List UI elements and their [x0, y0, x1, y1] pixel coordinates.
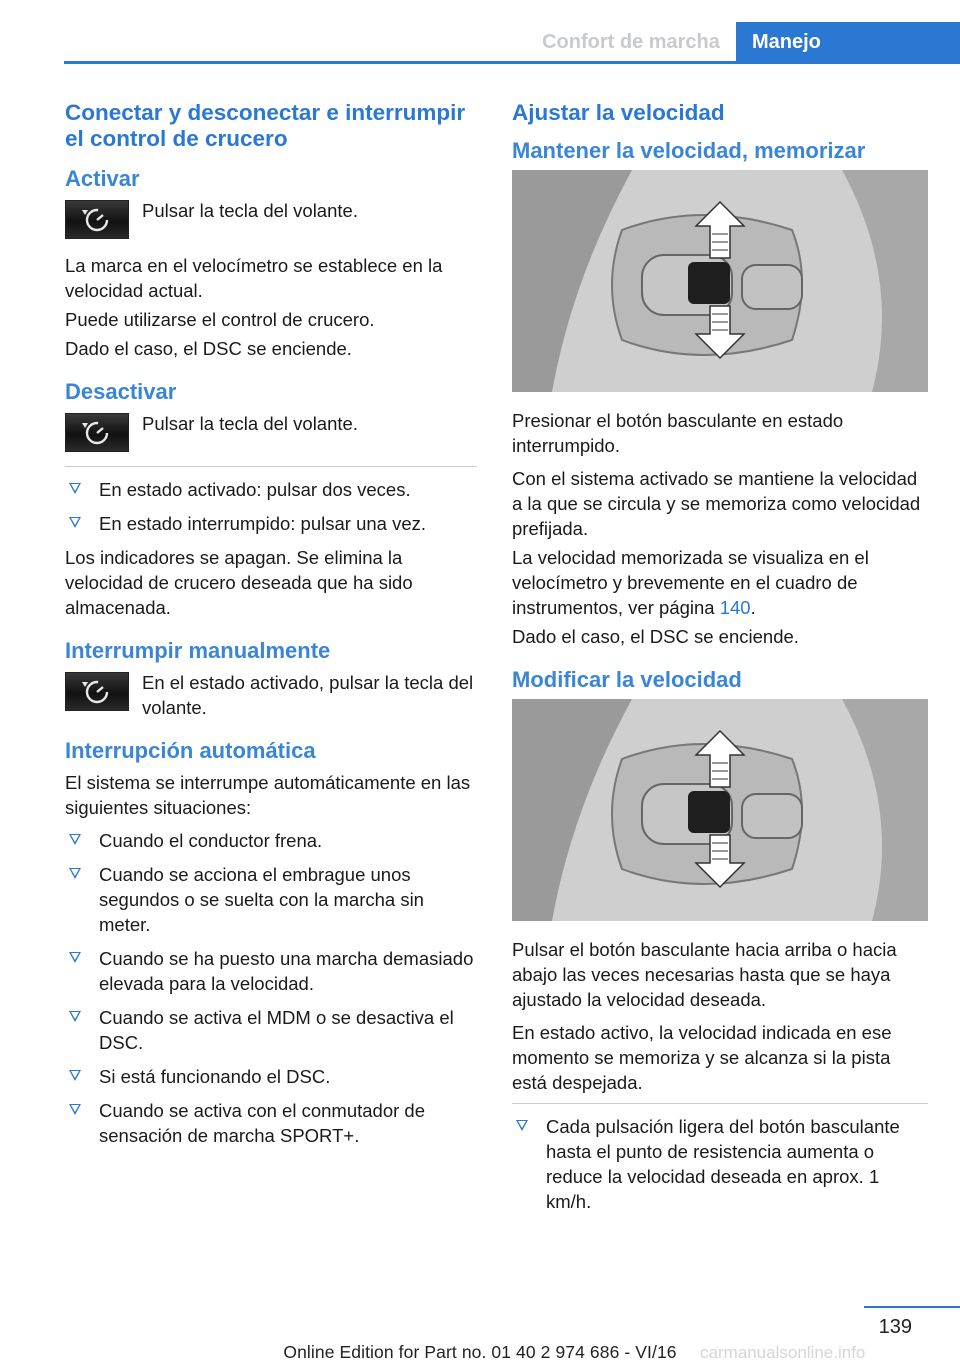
paragraph: Los indicadores se apagan. Se elimina la velocidad de crucero deseada que ha sido almacenada.	[65, 547, 413, 618]
list-item: Cada pulsación ligera del botón basculante hasta el punto de resistencia aumenta o reduce la velocidad deseada en aprox. 1 km/h.	[512, 1114, 928, 1214]
header-rule	[64, 61, 960, 64]
bullet-list-desactivar	[65, 477, 477, 536]
list-item: Cuando se activa con el conmutador de sensación de marcha SPORT+.	[65, 1098, 477, 1148]
section-heading-conectar: Conectar y desconectar e interrumpir el control de crucero	[65, 100, 466, 151]
cruise-control-key-icon	[65, 413, 129, 452]
list-item: Si está funcionando el DSC.	[65, 1064, 477, 1089]
paragraph-page-reference: La velocidad memorizada se visualiza en el velocímetro y brevemente en el cuadro de instrumentos, ver página 140.	[512, 547, 869, 618]
list-divider	[65, 466, 477, 467]
paragraph: La marca en el velocímetro se establece en la velocidad actual.	[65, 255, 443, 301]
triangle-bullet-icon	[69, 1011, 81, 1022]
key-instruction-desactivar	[65, 411, 477, 452]
paragraph: Dado el caso, el DSC se enciende.	[512, 626, 799, 647]
list-item: En estado activado: pulsar dos veces.	[65, 477, 477, 502]
tab-manejo[interactable]: Manejo	[736, 22, 960, 62]
subheading-modificar: Modificar la velocidad	[512, 667, 742, 692]
page-link[interactable]: 140	[719, 597, 751, 618]
paragraph: Pulsar el botón basculante hacia arriba o hacia abajo las veces necesarias hasta que se haya ajustado la velocidad deseada.	[512, 939, 897, 1010]
subheading-mantener: Mantener la velocidad, memorizar	[512, 138, 866, 163]
key-instruction-manual	[65, 670, 477, 720]
triangle-bullet-icon	[516, 1120, 528, 1131]
bullet-list-modificar	[512, 1114, 928, 1214]
triangle-bullet-icon	[69, 1070, 81, 1081]
paragraph: Dado el caso, el DSC se enciende.	[65, 338, 352, 359]
list-item: Cuando se acciona el embrague unos segundos o se suelta con la marcha sin meter.	[65, 862, 477, 937]
triangle-bullet-icon	[69, 517, 81, 528]
list-item: Cuando se activa el MDM o se desactiva el DSC.	[65, 1005, 477, 1055]
steering-wheel-rocker-photo	[512, 170, 928, 392]
subheading-interrupcion-automatica: Interrupción automática	[65, 738, 316, 763]
paragraph: Con el sistema activado se mantiene la velocidad a la que se circula y se memoriza como velocidad prefijada.	[512, 468, 921, 539]
key-instruction-activar	[65, 198, 477, 239]
paragraph: El sistema se interrumpe automáticamente en las siguientes situaciones:	[65, 772, 471, 818]
footer-rule	[864, 1306, 960, 1308]
key-instruction-text: Pulsar la tecla del volante.	[142, 200, 358, 221]
key-instruction-text: En el estado activado, pulsar la tecla del volante.	[142, 672, 474, 718]
paragraph: Presionar el botón basculante en estado interrumpido.	[512, 410, 844, 456]
left-column	[65, 100, 477, 1157]
page-number: 139	[878, 1316, 912, 1338]
triangle-bullet-icon	[69, 483, 81, 494]
steering-wheel-rocker-photo	[512, 699, 928, 921]
subheading-desactivar: Desactivar	[65, 379, 177, 404]
cruise-control-key-icon	[65, 672, 129, 711]
paragraph: Puede utilizarse el control de crucero.	[65, 309, 375, 330]
list-item: Cuando el conductor frena.	[65, 828, 477, 853]
key-instruction-text: Pulsar la tecla del volante.	[142, 413, 358, 434]
list-divider	[512, 1103, 928, 1104]
tab-confort-de-marcha[interactable]: Confort de marcha	[542, 30, 720, 53]
section-heading-ajustar: Ajustar la velocidad	[512, 100, 725, 125]
edition-footer: Online Edition for Part no. 01 40 2 974 686 - VI/16	[283, 1342, 677, 1362]
cruise-control-key-icon	[65, 200, 129, 239]
paragraph: En estado activo, la velocidad indicada en ese momento se memoriza y se alcanza si la pista está despejada.	[512, 1022, 892, 1093]
triangle-bullet-icon	[69, 1104, 81, 1115]
subheading-activar: Activar	[65, 166, 140, 191]
triangle-bullet-icon	[69, 868, 81, 879]
triangle-bullet-icon	[69, 834, 81, 845]
right-column	[512, 100, 928, 1223]
list-item: En estado interrumpido: pulsar una vez.	[65, 511, 477, 536]
subheading-interrumpir-manualmente: Interrumpir manualmente	[65, 638, 331, 663]
page-header	[0, 0, 960, 64]
triangle-bullet-icon	[69, 952, 81, 963]
list-item: Cuando se ha puesto una marcha demasiado elevada para la velocidad.	[65, 946, 477, 996]
watermark: carmanualsonline.info	[700, 1343, 866, 1362]
bullet-list-interrupcion	[65, 828, 477, 1148]
